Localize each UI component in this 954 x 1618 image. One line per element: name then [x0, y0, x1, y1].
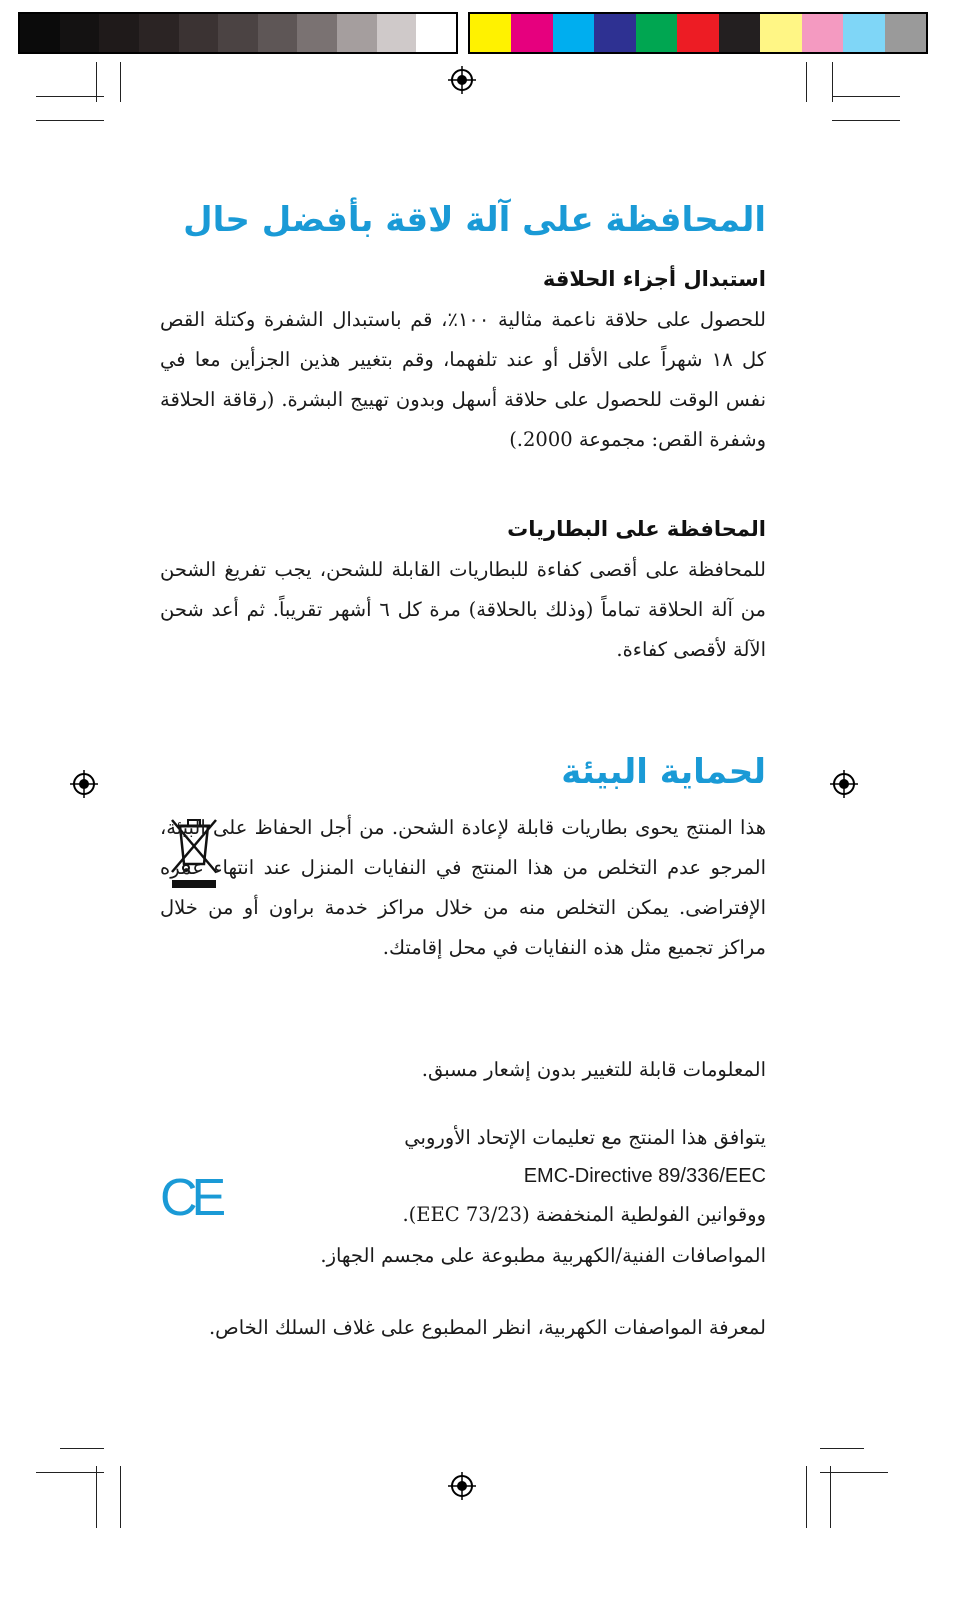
crop-mark: [36, 1472, 104, 1473]
color-swatch: [218, 14, 258, 52]
section-title: المحافظة على آلة لاقة بأفضل حال: [183, 200, 766, 240]
color-swatch: [594, 14, 635, 52]
section-maintenance: [160, 196, 766, 244]
crop-mark: [36, 96, 104, 97]
color-swatch: [677, 14, 718, 52]
subsection-battery-care: [160, 512, 766, 670]
crop-mark: [60, 1448, 104, 1449]
color-swatch: [511, 14, 552, 52]
color-swatch: [760, 14, 801, 52]
color-swatch: [20, 14, 60, 52]
crop-mark: [96, 62, 97, 102]
color-swatch: [297, 14, 337, 52]
color-swatch: [470, 14, 511, 52]
color-swatch: [60, 14, 100, 52]
color-swatch: [337, 14, 377, 52]
color-swatch: [719, 14, 760, 52]
crop-mark: [830, 1466, 831, 1528]
paragraph: لمعرفة المواصفات الكهربية، انظر المطبوع على غلاف السلك الخاص.: [208, 1316, 766, 1339]
crop-mark: [806, 62, 807, 102]
crop-mark: [832, 62, 833, 102]
color-swatch: [416, 14, 456, 52]
crop-mark: [36, 120, 104, 121]
crop-mark: [820, 1448, 864, 1449]
registration-target-icon: [448, 66, 476, 94]
crop-mark: [832, 120, 900, 121]
crop-mark: [96, 1466, 97, 1528]
color-swatch: [636, 14, 677, 52]
ce-compliance-block: [160, 1118, 766, 1276]
environment-block: [160, 808, 766, 968]
color-swatch: [139, 14, 179, 52]
paragraph: للمحافظة على أقصى كفاءة للبطاريات القابلة للشحن، يجب تفريغ الشحن من آلة الحلاقة تماماً (وذلك بالحلاقة) مرة كل ٦ أشهر تقريباً. ثم أعد شحن الآلة لأقصى كفاءة.: [160, 558, 766, 661]
paragraph: للحصول على حلاقة ناعمة مثالية ١٠٠٪، قم باستبدال الشفرة وكتلة القص كل ١٨ شهراً على الأقل أو عند تلفهما، وقم بتغيير هذين الجزأين معا في نفس الوقت للحصول على حلاقة أسهل وبدون تهييج البشرة. (رقاقة الحلاقة وشفرة القص: مجموعة 2000.): [160, 308, 766, 451]
crop-mark: [120, 62, 121, 102]
subsection-replace-parts: [160, 262, 766, 460]
registration-target-icon: [448, 1472, 476, 1500]
color-swatch: [885, 14, 926, 52]
compliance-line: المواصافات الفنية/الكهربية مطبوعة على مجسم الجهاز.: [320, 1244, 766, 1267]
compliance-line: ووقوانين الفولطية المنخفضة (73/23 EEC).: [402, 1203, 766, 1226]
registration-target-icon: [830, 770, 858, 798]
grayscale-calibration-bar: [18, 12, 458, 54]
color-swatch: [258, 14, 298, 52]
subsection-title: استبدال أجزاء الحلاقة: [542, 267, 766, 291]
section-environment: [160, 748, 766, 796]
subsection-title: المحافظة على البطاريات: [507, 517, 766, 541]
paragraph: هذا المنتج يحوى بطاريات قابلة لإعادة الشحن. من أجل الحفاظ على البيئة، المرجو عدم التخلص من هذا المنتج في النفايات المنزل عند انتهاء عمره الإفتراضى. يمكن التخلص منه من خلال مراكز خدمة براون أو من خلال مراكز تجميع مثل هذه النفايات في محل إقامتك.: [160, 816, 766, 959]
color-swatch: [179, 14, 219, 52]
color-swatch: [553, 14, 594, 52]
color-swatch: [99, 14, 139, 52]
section-title: لحماية البيئة: [561, 752, 766, 792]
compliance-line: يتوافق هذا المنتج مع تعليمات الإتحاد الأوروبي: [404, 1126, 766, 1149]
color-calibration-bar: [468, 12, 928, 54]
ce-mark: CE: [160, 1169, 221, 1227]
color-swatch: [377, 14, 417, 52]
paragraph: المعلومات قابلة للتغيير بدون إشعار مسبق.: [421, 1058, 766, 1081]
crop-mark: [120, 1466, 121, 1528]
crop-mark: [806, 1466, 807, 1528]
registration-target-icon: [70, 770, 98, 798]
notice-block: [160, 1050, 766, 1090]
compliance-directive: EMC-Directive 89/336/EEC: [523, 1165, 766, 1187]
electrical-spec-block: [160, 1308, 766, 1348]
crop-mark: [832, 96, 900, 97]
color-swatch: [802, 14, 843, 52]
color-swatch: [843, 14, 884, 52]
